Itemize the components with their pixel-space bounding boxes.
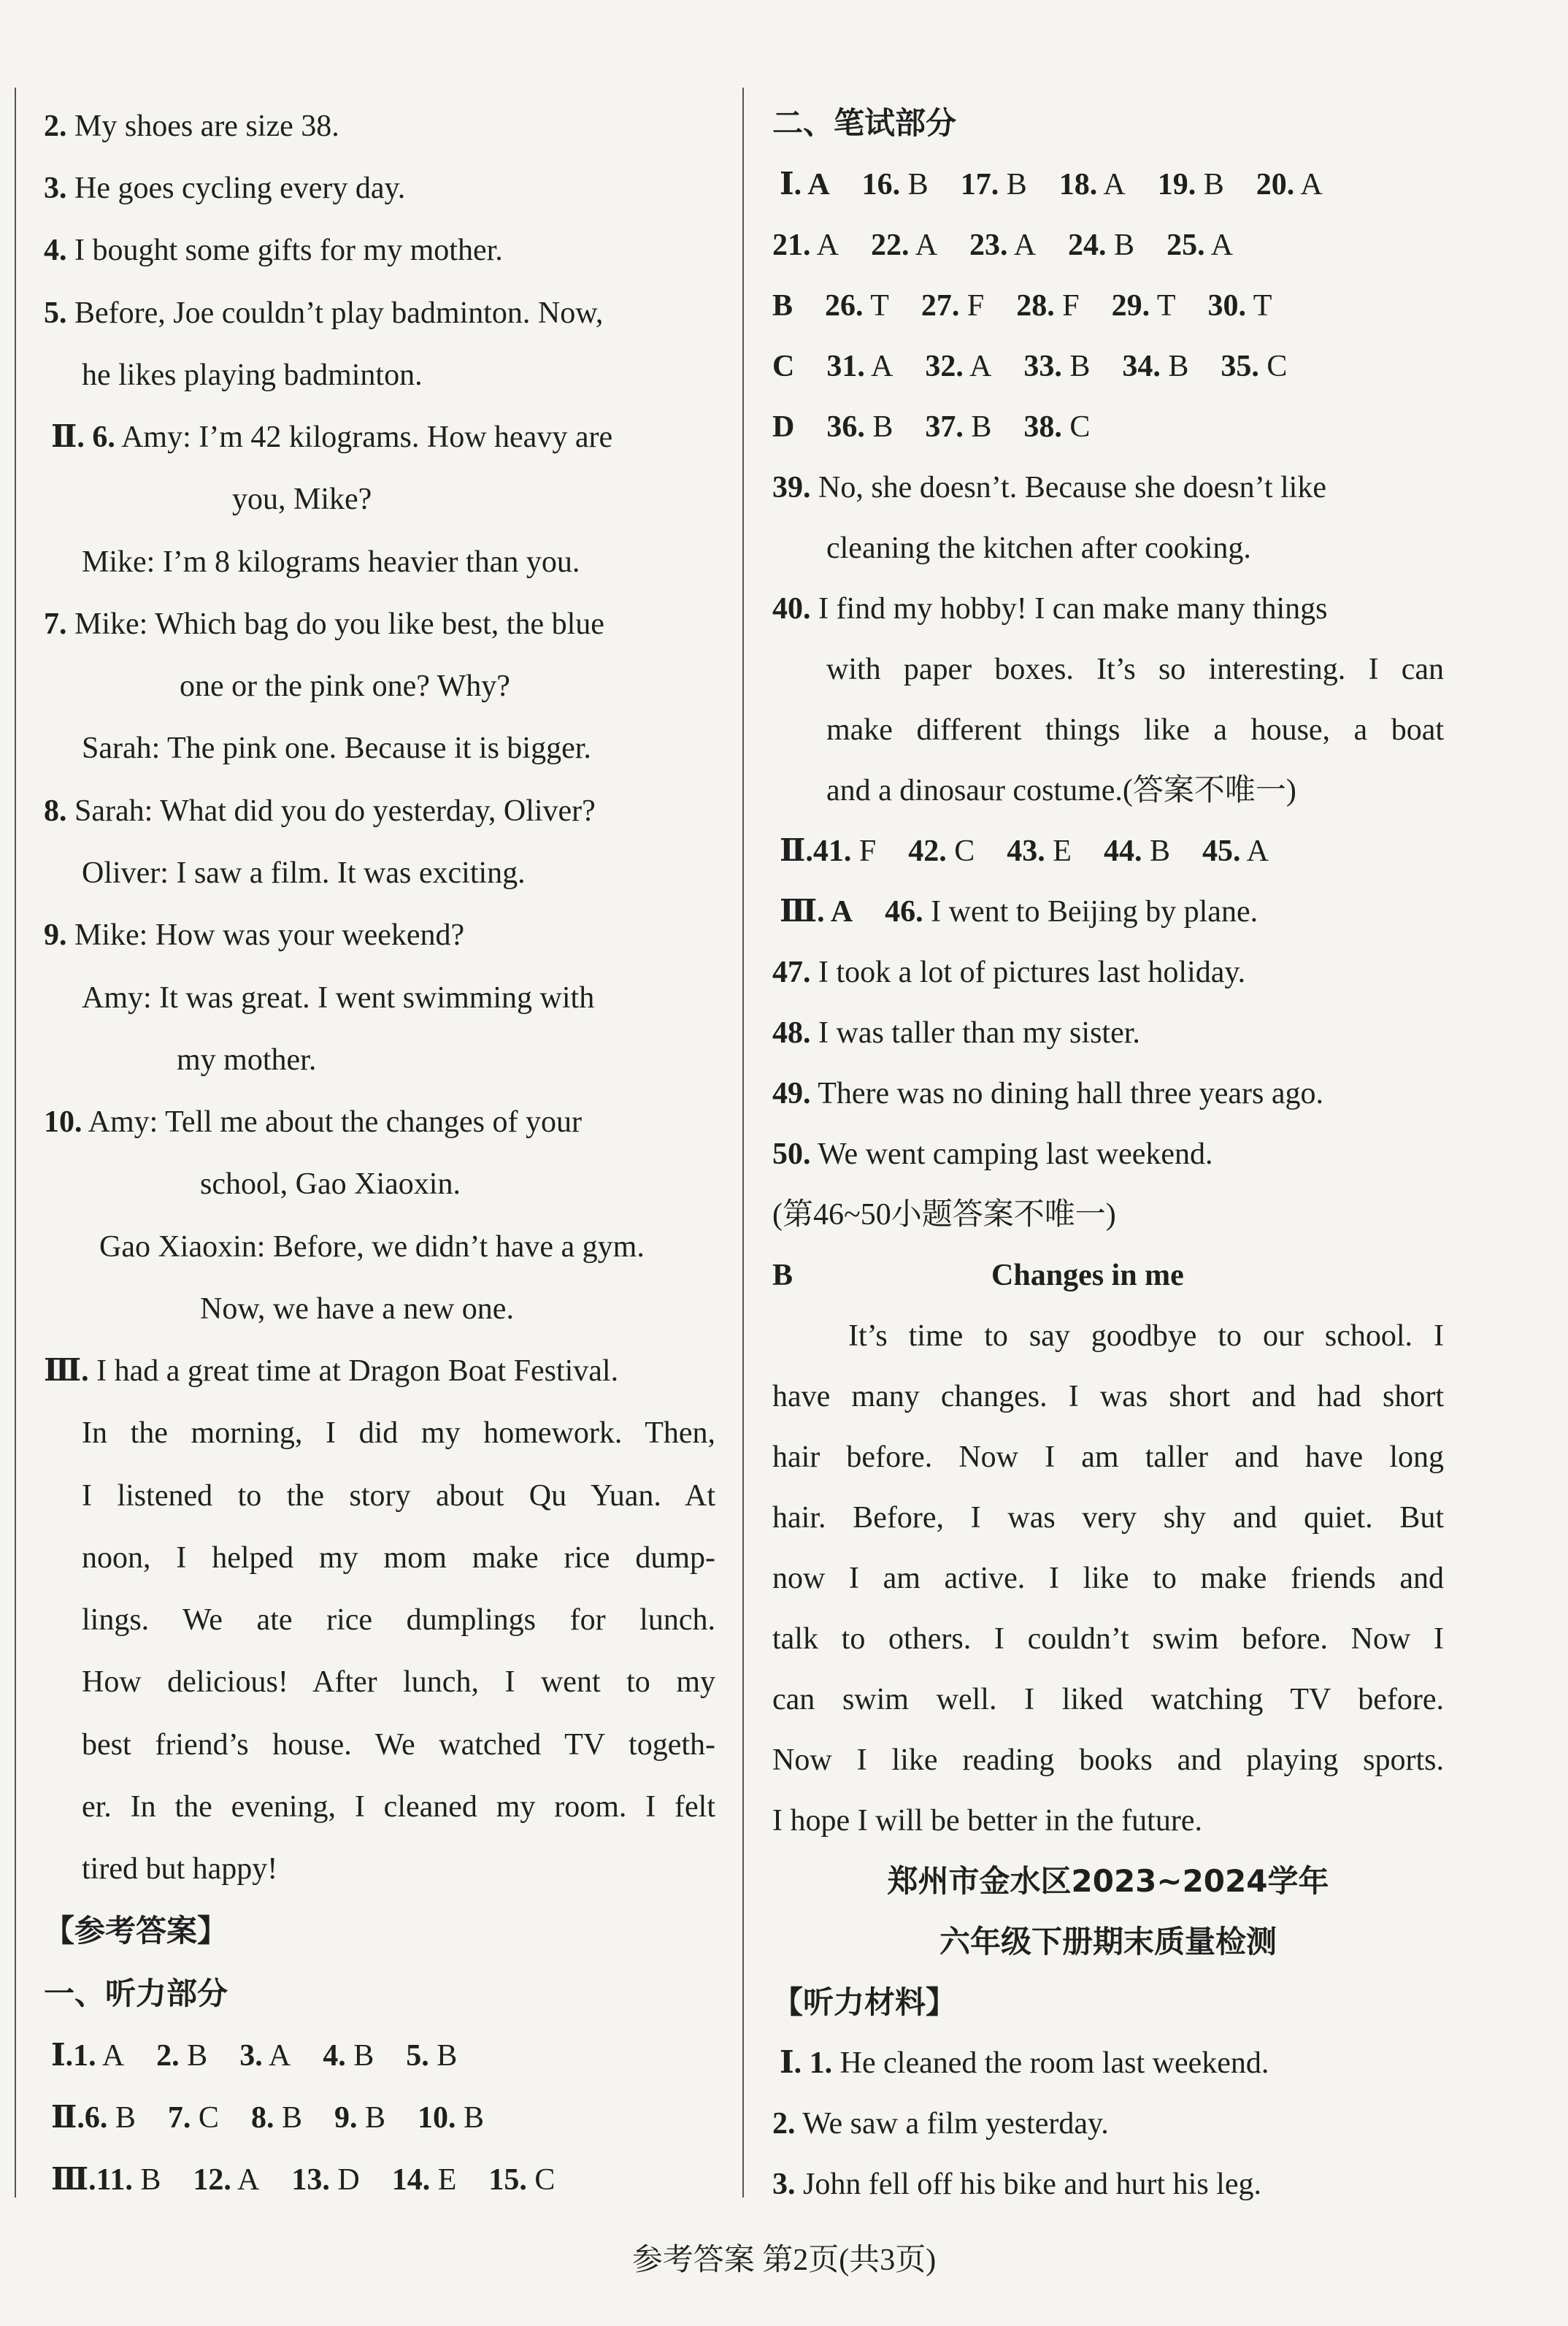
text-line: Mike: I’m 8 kilograms heavier than you. (82, 545, 580, 579)
text-line: Ⅲ. A 46. I went to Beijing by plane. (780, 895, 1258, 929)
text-line: make different things like a house, a boat (826, 713, 1444, 747)
page-footer: 参考答案 第2页(共3页) (631, 2244, 937, 2277)
text-line: tired but happy! (82, 1852, 278, 1886)
exam-subtitle: 六年级下册期末质量检测 (939, 1924, 1277, 1960)
answer-row: Ⅰ.1. A 2. B 3. A 4. B 5. B (51, 2039, 458, 2073)
column-divider (742, 88, 744, 2198)
text-line: now I am active. I like to make friends and (772, 1562, 1444, 1595)
section-b-heading: B Changes in me (772, 1259, 1184, 1292)
text-line: Sarah: The pink one. Because it is bigger. (82, 732, 591, 765)
text-line: 2. My shoes are size 38. (44, 110, 339, 143)
text-line: 7. Mike: Which bag do you like best, the blue (44, 607, 604, 641)
text-line: Ⅲ. I had a great time at Dragon Boat Festival. (44, 1354, 619, 1388)
text-line: he likes playing badminton. (82, 358, 423, 392)
text-line: (第46~50小题答案不唯一) (772, 1198, 1116, 1232)
text-line: Ⅰ. 1. He cleaned the room last weekend. (780, 2046, 1269, 2080)
text-line: Gao Xiaoxin: Before, we didn’t have a gym. (99, 1230, 645, 1264)
text-line: can swim well. I liked watching TV before. (772, 1683, 1444, 1716)
answers-heading: 【参考答案】 (44, 1913, 228, 1949)
text-line: 8. Sarah: What did you do yesterday, Oliver? (44, 794, 596, 828)
text-line: one or the pink one? Why? (180, 669, 510, 703)
answer-row: C 31. A 32. A 33. B 34. B 35. C (772, 350, 1288, 383)
text-line: 10. Amy: Tell me about the changes of your (44, 1105, 582, 1139)
text-line: 47. I took a lot of pictures last holiday. (772, 956, 1246, 989)
text-line: my mother. (177, 1043, 317, 1077)
answer-row: Ⅱ.6. B 7. C 8. B 9. B 10. B (51, 2101, 484, 2135)
text-line: Now I like reading books and playing sports. (772, 1743, 1444, 1777)
answer-row: 21. A 22. A 23. A 24. B 25. A (772, 229, 1234, 262)
answer-row: B 26. T 27. F 28. F 29. T 30. T (772, 289, 1272, 323)
text-line: you, Mike? (232, 483, 372, 516)
text-line: 49. There was no dining hall three years ago. (772, 1077, 1323, 1110)
answer-row: Ⅲ.11. B 12. A 13. D 14. E 15. C (51, 2163, 556, 2197)
text-line: Now, we have a new one. (200, 1292, 514, 1326)
text-line: I listened to the story about Qu Yuan. At (82, 1479, 715, 1513)
text-line: 2. We saw a film yesterday. (772, 2107, 1109, 2141)
written-heading: 二、笔试部分 (772, 105, 957, 141)
answer-row: D 36. B 37. B 38. C (772, 410, 1091, 444)
text-line: 48. I was taller than my sister. (772, 1016, 1140, 1050)
text-line: 9. Mike: How was your weekend? (44, 918, 465, 952)
text-line: hair before. Now I am taller and have long (772, 1440, 1444, 1474)
text-line: lings. We ate rice dumplings for lunch. (82, 1603, 715, 1637)
text-line: 3. John fell off his bike and hurt his leg. (772, 2168, 1261, 2201)
text-line: Oliver: I saw a film. It was exciting. (82, 856, 526, 890)
text-line: In the morning, I did my homework. Then, (82, 1416, 715, 1450)
text-line: I hope I will be better in the future. (772, 1804, 1202, 1838)
answer-row: Ⅰ. A 16. B 17. B 18. A 19. B 20. A (780, 168, 1323, 201)
text-line: cleaning the kitchen after cooking. (826, 531, 1251, 565)
text-line: and a dinosaur costume.(答案不唯一) (826, 774, 1296, 807)
answer-row: Ⅱ.41. F 42. C 43. E 44. B 45. A (780, 834, 1269, 868)
text-line: 39. No, she doesn’t. Because she doesn’t like (772, 471, 1326, 504)
text-line: school, Gao Xiaoxin. (200, 1167, 461, 1201)
text-line: 3. He goes cycling every day. (44, 172, 406, 205)
text-line: Ⅱ. 6. Amy: I’m 42 kilograms. How heavy are (51, 421, 613, 454)
material-heading: 【听力材料】 (772, 1984, 957, 2020)
text-line: hair. Before, I was very shy and quiet. But (772, 1501, 1444, 1535)
text-line: Amy: It was great. I went swimming with (82, 981, 595, 1015)
text-line: 40. I find my hobby! I can make many things (772, 592, 1328, 626)
text-line: er. In the evening, I cleaned my room. I felt (82, 1790, 715, 1824)
text-line: with paper boxes. It’s so interesting. I can (826, 653, 1444, 686)
text-line: It’s time to say goodbye to our school. I (848, 1319, 1444, 1353)
text-line: have many changes. I was short and had short (772, 1380, 1444, 1413)
left-margin-rule (15, 88, 16, 2198)
listening-heading: 一、听力部分 (44, 1976, 228, 2011)
text-line: 5. Before, Joe couldn’t play badminton. Now, (44, 296, 604, 330)
text-line: talk to others. I couldn’t swim before. Now I (772, 1622, 1444, 1656)
text-line: best friend’s house. We watched TV togeth- (82, 1728, 715, 1762)
exam-title: 郑州市金水区2023~2024学年 (887, 1863, 1329, 1899)
text-line: 50. We went camping last weekend. (772, 1137, 1213, 1171)
text-line: How delicious! After lunch, I went to my (82, 1665, 715, 1699)
text-line: noon, I helped my mom make rice dump- (82, 1541, 715, 1575)
text-line: 4. I bought some gifts for my mother. (44, 234, 503, 267)
